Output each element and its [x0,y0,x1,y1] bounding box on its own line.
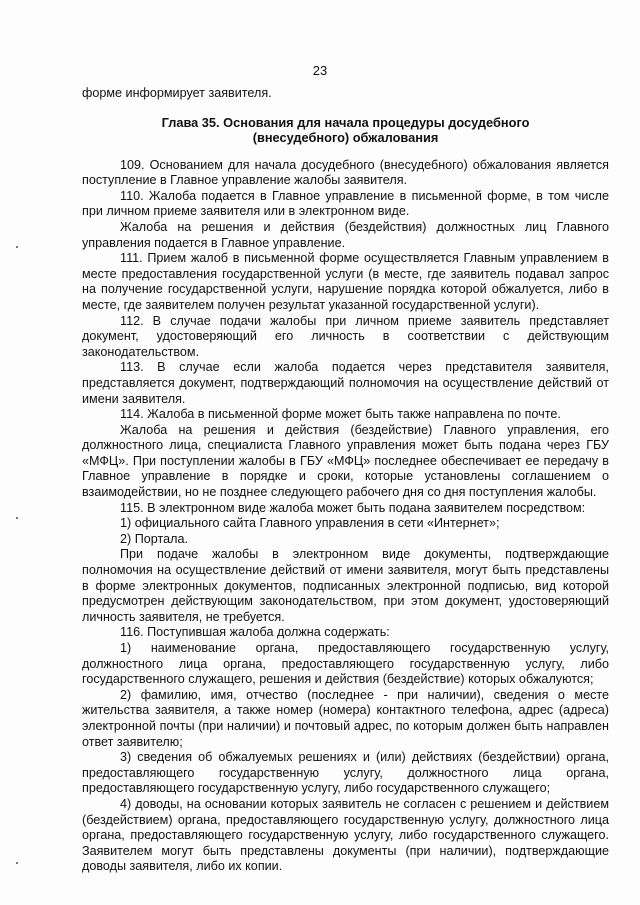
paragraph-13: 116. Поступившая жалоба должна содержать: [120,625,390,640]
paragraph-15: 2) фамилию, имя, отчество (последнее - при наличии), сведения о месте жительства заявителя, а также номер (номера) контактного телефона, адрес (адреса) электронной почты (при наличии) и почтовый адрес, по которым должен быть направлен ответ заявителю; [82,687,609,749]
paragraph-6: 113. В случае если жалоба подается через представителя заявителя, представляется документ, подтверждающий полномочия на осуществление действий от имени заявителя. [82,360,609,406]
paragraph-4: 111. Прием жалоб в письменной форме осуществляется Главным управлением в месте предоставления государственной услуги (в месте, где заявитель подавал запрос на получение государственной услуги, нарушение порядка которой обжалуется, либо в месте, где заявителем получен результат указанной государственной услуги). [82,251,609,312]
paragraph-14: 1) наименование органа, предоставляющего государственную услугу, должностного лица органа, предоставляющего государственную услугу, либо государственного служащего, решения и действия (бездействие) которых обжалуются; [82,641,609,687]
paragraph-12: При подаче жалобы в электронном виде документы, подтверждающие полномочия на осуществление действий от имени заявителя, могут быть представлены в форме электронных документов, подписанных электронной подписью, вид которой предусмотрен действующим законодательством, при этом документ, удостоверяющий личность заявителя, не требуется. [82,547,609,624]
paragraph-1: 109. Основанием для начала досудебного (внесудебного) обжалования является поступление в Главное управление жалобы заявителя. [82,157,609,188]
paragraph-10: 1) официального сайта Главного управления в сети «Интернет»; [120,516,500,531]
chapter-heading: Глава 35. Основания для начала процедуры досудебного (внесудебного) обжалования [161,114,530,145]
paragraph-5: 112. В случае подачи жалобы при личном приеме заявитель представляет документ, удостоверяющий его личность в соответствии с действующим законодательством. [82,313,609,359]
paragraph-0: форме информирует заявителя. [82,86,272,100]
margin-mark [16,517,18,519]
paragraph-3: Жалоба на решения и действия (бездействия) должностных лиц Главного управления подается в Главное управление. [82,219,609,250]
margin-mark [16,246,18,248]
margin-mark [16,862,18,864]
paragraph-7: 114. Жалоба в письменной форме может быть также направлена по почте. [120,407,561,422]
paragraph-9: 115. В электронном виде жалоба может быть подана заявителем посредством: [120,500,586,515]
document-body [82,86,609,875]
paragraph-16: 3) сведения об обжалуемых решениях и (или) действиях (бездействии) органа, предоставляющего государственную услугу, должностного лица органа, предоставляющего государственную услугу, либо государственного служащего; [82,750,609,796]
page-number: 23 [312,63,328,78]
paragraph-11: 2) Портала. [120,531,188,546]
paragraph-17: 4) доводы, на основании которых заявитель не согласен с решением и действием (бездействием) органа, предоставляющего государственную услугу, должностного лица органа, предоставляющего государственную услугу, либо государственного служащего. Заявителем могут быть представлены документы (при наличии), подтверждающие доводы заявителя, либо их копии. [82,796,609,874]
paragraph-8: Жалоба на решения и действия (бездействие) Главного управления, его должностного лица, специалиста Главного управления может быть подана через ГБУ «МФЦ». При поступлении жалобы в ГБУ «МФЦ» последнее обеспечивает ее передачу в Главное управление в порядке и сроки, которые установлены соглашением о взаимодействии, но не позднее следующего рабочего дня со дня поступления жалобы. [82,422,609,500]
paragraph-2: 110. Жалоба подается в Главное управление в письменной форме, в том числе при личном приеме заявителя или в электронном виде. [82,188,609,219]
